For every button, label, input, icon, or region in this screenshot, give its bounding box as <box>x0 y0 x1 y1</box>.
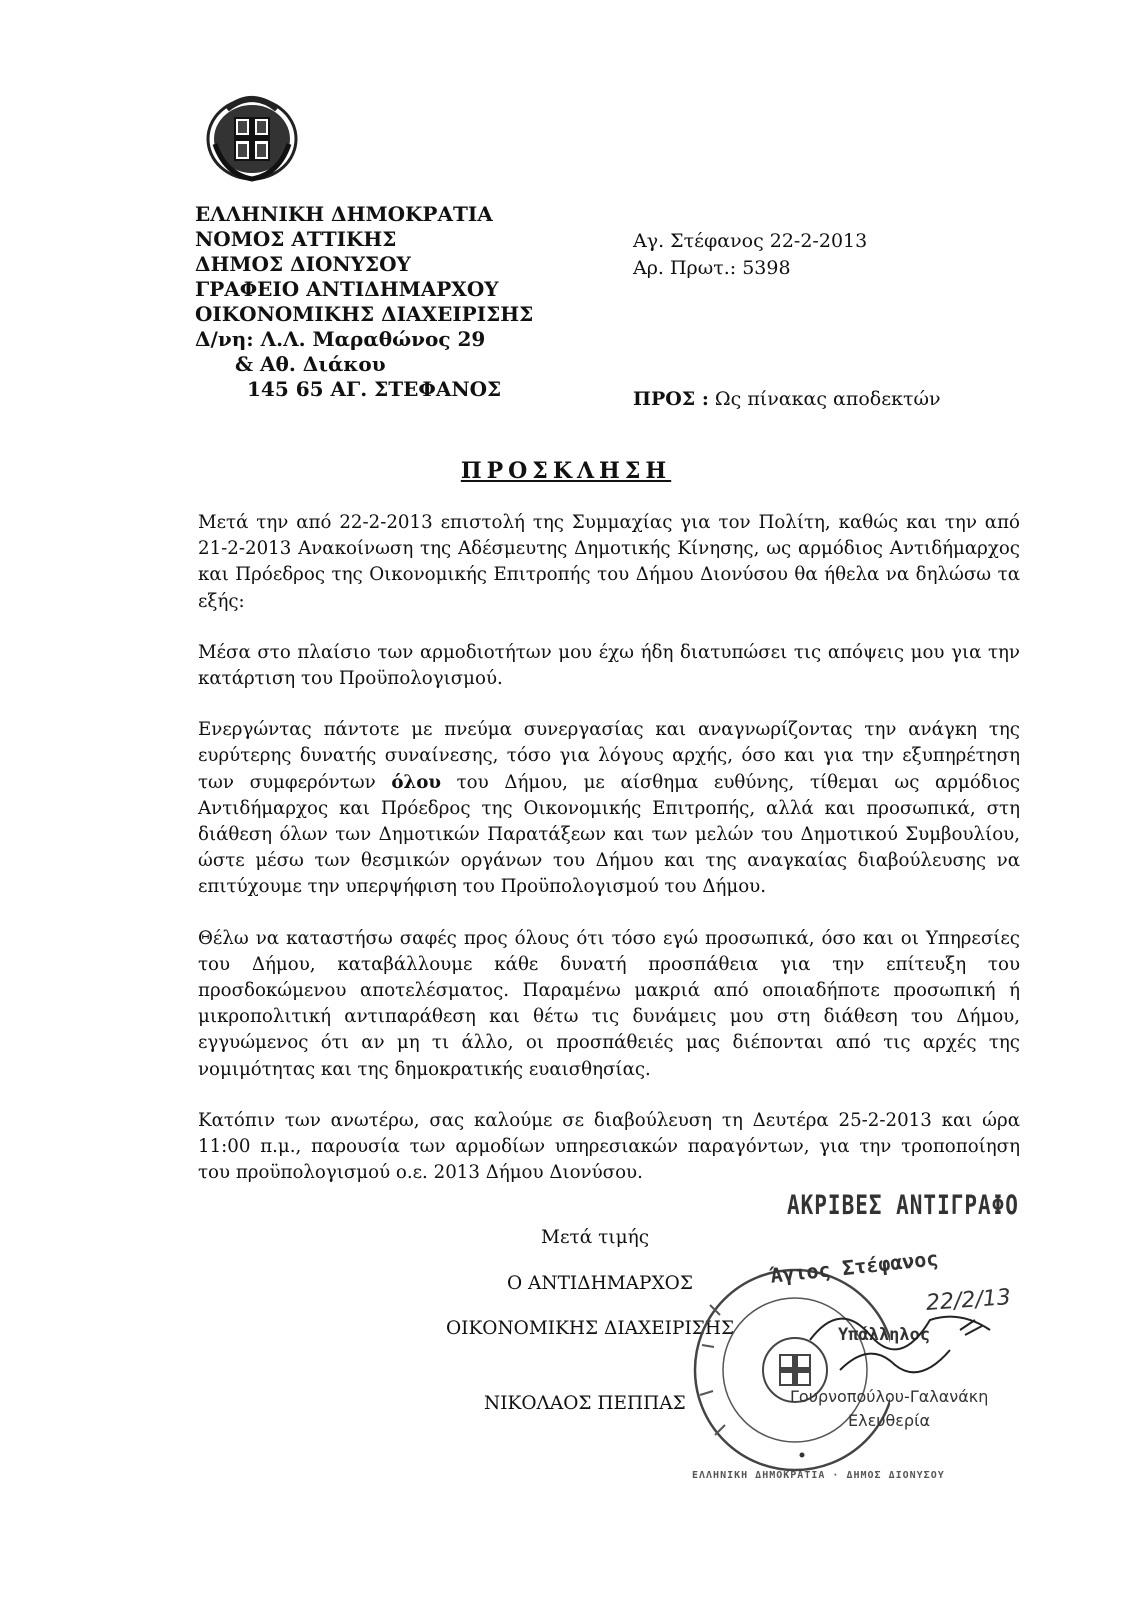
sender-address-cont: & Αθ. Διάκου <box>235 352 386 376</box>
paragraph-3 <box>198 717 1020 900</box>
seal-ring-text: ΕΛΛΗΝΙΚΗ ΔΗΜΟΚΡΑΤΙΑ · ΔΗΜΟΣ ΔΙΟΝΥΣΟΥ <box>692 1470 945 1481</box>
signatory-department: ΟΙΚΟΝΟΜΙΚΗΣ ΔΙΑΧΕΙΡΙΣΗΣ <box>446 1318 735 1339</box>
stamp-official-role: Υπάλληλος <box>838 1325 931 1345</box>
sender-address: Δ/νη: Λ.Λ. Μαραθώνος 29 <box>195 327 486 351</box>
handwritten-signature <box>800 1280 1000 1400</box>
recipient-value: Ως πίνακας αποδεκτών <box>714 388 941 410</box>
place-date: Αγ. Στέφανος 22-2-2013 <box>633 230 868 252</box>
sender-line: ΕΛΛΗΝΙΚΗ ΔΗΜΟΚΡΑΤΙΑ <box>195 202 493 226</box>
stamp-official-name: Γουρνοπούλου-Γαλανάκη <box>790 1387 989 1406</box>
paragraph-3-part-b: του Δήμου, με αίσθημα ευθύνης, τίθεμαι ως αρμόδιος Αντιδήμαρχος και Πρόεδρος της Οικονομικής Επιτροπής, αλλά και προσωπικά, στη διάθεση όλων των Δημοτικών Παρατάξεων και των μελών του Δημοτικού Συμβουλίου, ώστε μέσω των θεσμικών οργάνων του Δήμου και της αναγκαίας διαβούλευσης να επιτύχουμε την υπερψήφιση του Προϋπολογισμού του Δήμου. <box>198 771 1020 898</box>
protocol-number: Αρ. Πρωτ.: 5398 <box>633 257 791 279</box>
paragraph-1: Μετά την από 22-2-2013 επιστολή της Συμμαχίας για τον Πολίτη, καθώς και την από 21-2-2013 Ανακοίνωση της Αδέσμευτης Δημοτικής Κίνησης, ως αρμόδιος Αντιδήμαρχος και Πρόεδρος της Οικονομικής Επιτροπής του Δήμου Διονύσου θα ήθελα να δηλώσω τα εξής: <box>198 512 1020 612</box>
document-title: ΠΡΟΣΚΛΗΣΗ <box>460 458 672 484</box>
sender-line: ΝΟΜΟΣ ΑΤΤΙΚΗΣ <box>195 227 397 251</box>
signatory-name: ΝΙΚΟΛΑΟΣ ΠΕΠΠΑΣ <box>484 1393 686 1414</box>
sender-line: ΓΡΑΦΕΙΟ ΑΝΤΙΔΗΜΑΡΧΟΥ <box>195 277 499 301</box>
paragraph-3-emphasis: όλου <box>391 771 441 793</box>
signatory-role: Ο ΑΝΤΙΔΗΜΑΡΧΟΣ <box>507 1273 693 1294</box>
document-meta <box>633 228 867 282</box>
paragraph-3-part-a: Ενεργώντας πάντοτε με πνεύμα συνεργασίας και αναγνωρίζοντας την ανάγκη της ευρύτερης δυνατής συναίνεσης, τόσο για λόγους αρχής, όσο και για την εξυπηρέτηση των συμφερόντων <box>198 719 1020 793</box>
paragraph-4: Θέλω να καταστήσω σαφές προς όλους ότι τόσο εγώ προσωπικά, όσο και οι Υπηρεσίες του Δήμου, καταβάλλουμε κάθε δυνατή προσπάθεια για την επίτευξη του προσδοκώμενου αποτελέσματος. Παραμένω μακριά από οποιαδήποτε προσωπική ή μικροπολιτική αντιπαράθεση και θέτω τις δυνάμεις μου στη διάθεση του Δήμου, εγγυώμενος ότι αν μη τι άλλο, οι προσπάθειές μας διέπονται από τις αρχές της νομιμότητας και της δημοκρατικής ευαισθησίας. <box>198 927 1020 1080</box>
certified-copy-stamp: ΑΚΡΙΒΕΣ ΑΝΤΙΓΡΑΦΟ <box>787 1190 1019 1220</box>
paragraph-2: Μέσα στο πλαίσιο των αρμοδιοτήτων μου έχω ήδη διατυπώσει τις απόψεις μου για την κατάρτιση του Προϋπολογισμού. <box>198 641 1020 690</box>
stamp-date: 22/2/13 <box>925 1285 1012 1316</box>
recipient <box>633 388 941 410</box>
stamp-place: Άγιος Στέφανος <box>769 1246 940 1288</box>
paragraph-5: Κατόπιν των ανωτέρω, σας καλούμε σε διαβούλευση τη Δευτέρα 25-2-2013 και ώρα 11:00 π.μ., παρουσία των αρμοδίων υπηρεσιακών παραγόντων, για την τροποποίηση του προϋπολογισμού ο.ε. 2013 Δήμου Διονύσου. <box>198 1109 1020 1184</box>
recipient-label: ΠΡΟΣ : <box>633 388 709 410</box>
stamp-official-first-name: Ελευθερία <box>848 1411 931 1430</box>
coat-of-arms-emblem <box>205 84 300 184</box>
sender-line: ΔΗΜΟΣ ΔΙΟΝΥΣΟΥ <box>195 252 411 276</box>
sender-postcode: 145 65 ΑΓ. ΣΤΕΦΑΝΟΣ <box>247 377 502 401</box>
letter-body <box>198 510 1020 1211</box>
closing: Μετά τιμής <box>541 1227 650 1248</box>
sender-line: ΟΙΚΟΝΟΜΙΚΗΣ ΔΙΑΧΕΙΡΙΣΗΣ <box>195 302 534 326</box>
sender-block <box>195 202 533 402</box>
